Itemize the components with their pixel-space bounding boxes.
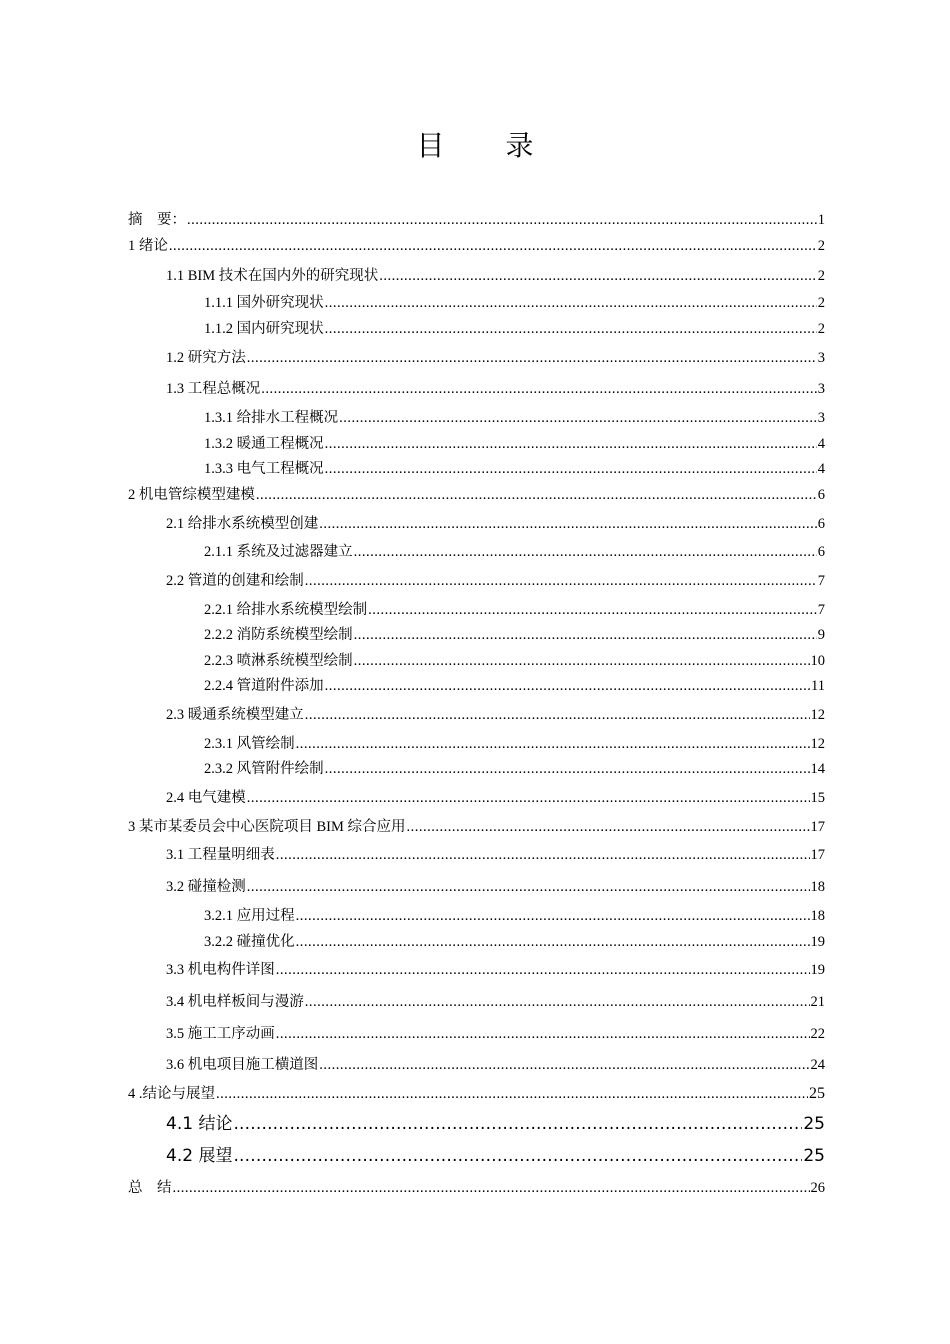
- toc-page-number: 26: [810, 1180, 825, 1196]
- toc-entry-label: 2.2 管道的创建和绘制: [166, 573, 304, 589]
- toc-page-number: 15: [810, 790, 825, 806]
- toc-leader-dots: [187, 211, 817, 229]
- toc-entry-label: 1.1.1 国外研究现状: [204, 295, 324, 311]
- toc-page-number: 3: [817, 410, 825, 426]
- toc-entry-label: 3.1 工程量明细表: [166, 847, 275, 863]
- toc-page-number: 12: [810, 736, 825, 752]
- toc-leader-dots: [296, 933, 810, 951]
- toc-entry[interactable]: [204, 460, 825, 478]
- toc-entry[interactable]: [166, 789, 825, 807]
- toc-entry-label: 2.3.1 风管绘制: [204, 736, 295, 752]
- toc-page-number: 2: [817, 238, 825, 254]
- toc-entry-label: 1 绪论: [128, 238, 168, 254]
- toc-entry[interactable]: [166, 1146, 825, 1166]
- toc-page-number: 4: [817, 461, 825, 477]
- toc-leader-dots: [233, 1114, 802, 1134]
- toc-entry[interactable]: [128, 211, 825, 229]
- toc-entry-label: 3.2.2 碰撞优化: [204, 934, 295, 950]
- toc-entry-label: 2.3 暖通系统模型建立: [166, 707, 304, 723]
- toc-entry[interactable]: [204, 907, 825, 925]
- toc-entry-label: 2.2.4 管道附件添加: [204, 678, 324, 694]
- toc-entry[interactable]: [166, 1025, 825, 1043]
- toc-page-number: 11: [811, 678, 825, 694]
- toc-page-number: 10: [810, 653, 825, 669]
- toc-entry[interactable]: [166, 706, 825, 724]
- toc-page-number: 12: [810, 707, 825, 723]
- toc-leader-dots: [276, 1025, 810, 1043]
- toc-entry[interactable]: [166, 267, 825, 285]
- toc-entry[interactable]: [128, 1085, 825, 1103]
- toc-leader-dots: [305, 706, 810, 724]
- toc-leader-dots: [296, 735, 810, 753]
- toc-entry[interactable]: [204, 760, 825, 778]
- toc-entry[interactable]: [204, 677, 825, 695]
- toc-leader-dots: [247, 349, 817, 367]
- toc-entry-label: 1.1 BIM 技术在国内外的研究现状: [166, 268, 379, 284]
- toc-leader-dots: [256, 486, 817, 504]
- toc-page-number: 4: [817, 436, 825, 452]
- toc-entry[interactable]: [128, 818, 825, 836]
- toc-leader-dots: [296, 907, 810, 925]
- toc-page-number: 3: [817, 350, 825, 366]
- toc-entry-label: 4 .结论与展望: [128, 1086, 215, 1102]
- toc-entry-label: 3.2.1 应用过程: [204, 908, 295, 924]
- toc-entry-label: 1.3.2 暖通工程概况: [204, 436, 324, 452]
- toc-entry-label: 2.2.3 喷淋系统模型绘制: [204, 653, 353, 669]
- toc-page-number: 3: [817, 381, 825, 397]
- toc-leader-dots: [354, 543, 817, 561]
- toc-page-number: 19: [810, 962, 825, 978]
- toc-entry-label: 总 结: [128, 1180, 172, 1196]
- toc-entry-label: 1.3.3 电气工程概况: [204, 461, 324, 477]
- toc-entry-label: 2.1 给排水系统模型创建: [166, 516, 319, 532]
- toc-entry-label: 2.2.1 给排水系统模型绘制: [204, 602, 368, 618]
- toc-page-number: 24: [810, 1057, 825, 1073]
- toc-entry-label: 2 机电管综模型建模: [128, 487, 255, 503]
- toc-leader-dots: [354, 626, 817, 644]
- toc-entry-label: 3.5 施工工序动画: [166, 1026, 275, 1042]
- toc-entry-label: 3.4 机电样板间与漫游: [166, 994, 304, 1010]
- toc-entry-label: 3.2 碰撞检测: [166, 879, 246, 895]
- toc-entry-label: 1.1.2 国内研究现状: [204, 321, 324, 337]
- toc-entry-label: 4.2 展望: [166, 1146, 233, 1166]
- toc-page-number: 6: [817, 516, 825, 532]
- toc-entry-label: 摘 要：: [128, 212, 186, 228]
- toc-leader-dots: [216, 1085, 808, 1103]
- toc-entry-label: 3 某市某委员会中心医院项目 BIM 综合应用: [128, 819, 406, 835]
- toc-page-number: 2: [817, 321, 825, 337]
- toc-entry[interactable]: [166, 1114, 825, 1134]
- toc-leader-dots: [276, 846, 810, 864]
- toc-page-number: 22: [810, 1026, 825, 1042]
- toc-leader-dots: [339, 409, 817, 427]
- toc-page-number: 25: [803, 1114, 825, 1134]
- toc-entry-label: 4.1 结论: [166, 1114, 233, 1134]
- toc-entry[interactable]: [204, 409, 825, 427]
- toc-leader-dots: [325, 320, 817, 338]
- toc-leader-dots: [319, 1056, 809, 1074]
- toc-entry-label: 1.2 研究方法: [166, 350, 246, 366]
- toc-leader-dots: [247, 789, 810, 807]
- toc-entry[interactable]: [166, 380, 825, 398]
- toc-entry-label: 1.3.1 给排水工程概况: [204, 410, 339, 426]
- toc-page-number: 1: [817, 212, 825, 228]
- toc-entry[interactable]: [128, 1179, 825, 1197]
- toc-page-number: 7: [817, 573, 825, 589]
- toc-entry[interactable]: [166, 846, 825, 864]
- toc-entry-label: 3.6 机电项目施工横道图: [166, 1057, 319, 1073]
- toc-leader-dots: [325, 760, 810, 778]
- toc-leader-dots: [325, 435, 817, 453]
- toc-leader-dots: [233, 1146, 802, 1166]
- toc-entry-label: 2.1.1 系统及过滤器建立: [204, 544, 353, 560]
- toc-entry-label: 2.3.2 风管附件绘制: [204, 761, 324, 777]
- toc-page-number: 6: [817, 544, 825, 560]
- toc-page-number: 2: [817, 268, 825, 284]
- toc-leader-dots: [407, 818, 810, 836]
- toc-entry[interactable]: [204, 626, 825, 644]
- toc-page-number: 6: [817, 487, 825, 503]
- toc-entry[interactable]: [204, 652, 825, 670]
- toc-page-number: 25: [809, 1085, 825, 1102]
- toc-leader-dots: [305, 572, 817, 590]
- toc-leader-dots: [173, 1179, 810, 1197]
- toc-entry[interactable]: [166, 349, 825, 367]
- toc-leader-dots: [261, 380, 817, 398]
- toc-entry[interactable]: [128, 237, 825, 255]
- toc-leader-dots: [325, 294, 817, 312]
- toc-page-number: 9: [817, 627, 825, 643]
- toc-entry[interactable]: [166, 878, 825, 896]
- toc-leader-dots: [354, 652, 810, 670]
- toc-entry[interactable]: [204, 601, 825, 619]
- toc-entry[interactable]: [204, 543, 825, 561]
- toc-leader-dots: [305, 993, 810, 1011]
- toc-entry[interactable]: [204, 294, 825, 312]
- toc-page-number: 14: [810, 761, 825, 777]
- toc-entry[interactable]: [204, 933, 825, 951]
- toc-leader-dots: [319, 515, 817, 533]
- page-title: 目 录: [416, 129, 560, 162]
- toc-entry-label: 2.2.2 消防系统模型绘制: [204, 627, 353, 643]
- toc-leader-dots: [325, 460, 817, 478]
- toc-entry[interactable]: [166, 572, 825, 590]
- toc-page-number: 19: [810, 934, 825, 950]
- toc-entry-label: 1.3 工程总概况: [166, 381, 261, 397]
- toc-entry[interactable]: [166, 961, 825, 979]
- toc-leader-dots: [325, 677, 810, 695]
- toc-entry-label: 3.3 机电构件详图: [166, 962, 275, 978]
- toc-entry[interactable]: [204, 435, 825, 453]
- toc-leader-dots: [368, 601, 817, 619]
- toc-entry-label: 2.4 电气建模: [166, 790, 246, 806]
- toc-leader-dots: [247, 878, 810, 896]
- toc-leader-dots: [169, 237, 817, 255]
- toc-entry[interactable]: [166, 515, 825, 533]
- toc-leader-dots: [379, 267, 816, 285]
- toc-entry[interactable]: [204, 735, 825, 753]
- toc-page-number: 17: [810, 847, 825, 863]
- toc-page-number: 7: [817, 602, 825, 618]
- toc-entry[interactable]: [166, 993, 825, 1011]
- toc-entry[interactable]: [166, 1056, 825, 1074]
- toc-leader-dots: [276, 961, 810, 979]
- toc-page-number: 21: [810, 994, 825, 1010]
- toc-page-number: 18: [810, 908, 825, 924]
- toc-page-number: 25: [803, 1146, 825, 1166]
- toc-entry[interactable]: [204, 320, 825, 338]
- toc-page-number: 2: [817, 295, 825, 311]
- toc-page-number: 17: [810, 819, 825, 835]
- toc-page-number: 18: [810, 879, 825, 895]
- toc-entry[interactable]: [128, 486, 825, 504]
